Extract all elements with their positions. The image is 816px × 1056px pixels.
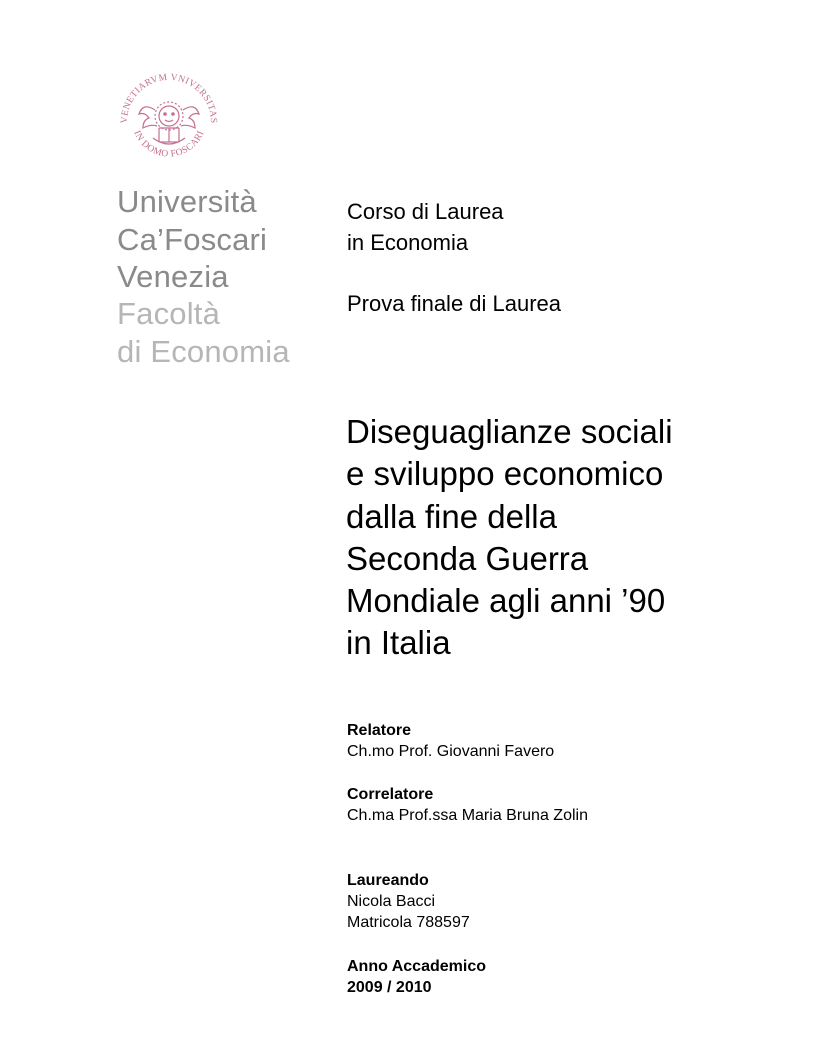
relatore-block	[347, 720, 554, 762]
course-line: in Economia	[347, 230, 469, 255]
university-name-line: Ca’Foscari	[117, 221, 268, 257]
thesis-title-line: Seconda Guerra	[346, 539, 589, 577]
correlatore-block	[347, 784, 588, 826]
winged-lion-icon	[139, 102, 199, 144]
correlatore-name: Ch.ma Prof.ssa Maria Bruna Zolin	[347, 807, 588, 824]
thesis-title-line: e sviluppo economico	[346, 455, 664, 493]
laureando-name: Nicola Bacci	[347, 893, 436, 910]
thesis-title-line: Diseguaglianze sociali	[346, 413, 673, 450]
anno-label: Anno Accademico	[347, 958, 486, 975]
university-seal-logo	[113, 66, 225, 178]
laureando-label: Laureando	[347, 872, 429, 889]
thesis-title-line: dalla fine della	[346, 497, 557, 535]
anno-value: 2009 / 2010	[347, 979, 432, 996]
prova-finale: Prova finale di Laurea	[347, 291, 562, 316]
thesis-title-line: Mondiale agli anni ’90	[346, 582, 666, 620]
laureando-matricola: Matricola 788597	[347, 914, 470, 931]
correlatore-label: Correlatore	[347, 786, 434, 803]
faculty-name-line: di Economia	[117, 333, 290, 369]
relatore-name: Ch.mo Prof. Giovanni Favero	[347, 743, 555, 760]
seal-text-top: VENETIARVM VNIVERSITAS	[119, 72, 219, 124]
faculty-name-line: Facoltà	[117, 296, 221, 331]
course-info	[347, 196, 504, 258]
university-name-line: Università	[117, 184, 257, 219]
university-name	[117, 183, 267, 296]
svg-text:VENETIARVM VNIVERSITAS	[120, 73, 218, 124]
faculty-name	[117, 295, 290, 370]
thesis-title-line: in Italia	[346, 624, 451, 662]
anno-accademico-block	[347, 956, 486, 998]
course-line: Corso di Laurea	[347, 199, 504, 224]
laureando-block	[347, 870, 470, 933]
thesis-title	[346, 411, 776, 665]
relatore-label: Relatore	[347, 722, 412, 739]
seal-text-bottom: IN DOMO FOSCARI	[131, 129, 207, 160]
university-name-line: Venezia	[117, 259, 229, 294]
